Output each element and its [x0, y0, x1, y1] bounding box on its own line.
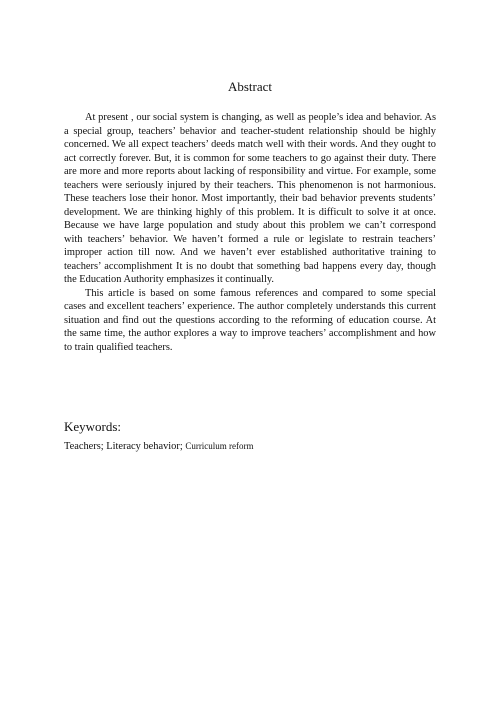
abstract-title: Abstract	[227, 79, 273, 94]
abstract-paragraph-2: This article is based on some famous references and compared to some special cases and excellent teachers’ experience. The author completely understands this current situation and find out the questions according to the reforming of education course. At the same time, the author explores a way to improve teachers’ accomplishment and how to train qualified teachers.	[64, 287, 436, 353]
abstract-paragraph-1: At present , our social system is changing, as well as people’s idea and behavior. As a special group, teachers’ behavior and teacher-student relationship should be highly concerned. We all expect teachers’ deeds match well with their words. And they ought to act correctly forever. But, it is common for some teachers to go against their duty. There are more and more reports about lacking of responsibility and virtue. For example, some teachers were seriously injured by their teachers. This phenomenon is not harmonious. These teachers lose their honor. Most importantly, their bad behavior prevents students’ development. We are thinking highly of this problem. It is difficult to solve it at once. Because we have large population and study about this problem we can’t correspond with teachers’ behavior. We haven’t formed a rule or legislate to restrain teachers’ improper action till now. And we haven’t ever established authoritative training to teachers’ accomplishment It is no doubt that something bad happens every day, though the Education Authority emphasizes it continually.	[64, 112, 436, 285]
abstract-body	[64, 111, 436, 354]
keywords-list	[64, 440, 254, 453]
keyword-curriculum-reform: Curriculum reform	[185, 441, 254, 451]
keywords-heading: Keywords:	[64, 419, 122, 434]
keywords-text: Teachers; Literacy behavior;	[64, 441, 186, 452]
